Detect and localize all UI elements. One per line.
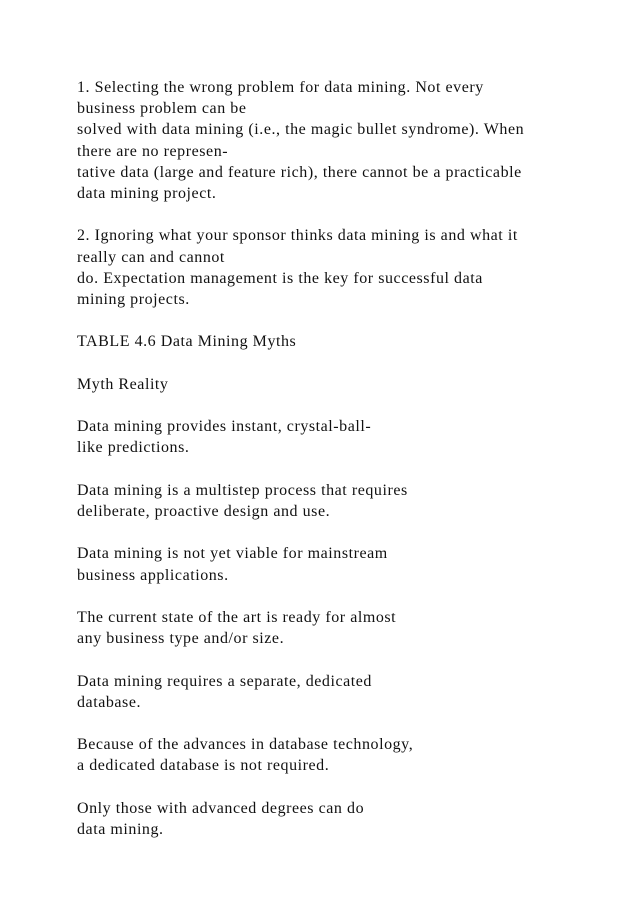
text-line: there are no represen- <box>77 142 229 160</box>
text-line: Only those with advanced degrees can do <box>77 799 365 817</box>
text-line: tative data (large and feature rich), there cannot be a practicable <box>77 163 522 181</box>
reality-item <box>77 480 577 522</box>
text-line: Because of the advances in database technology, <box>77 736 414 754</box>
text-line: data mining project. <box>77 185 217 203</box>
paragraph-problem-selection <box>77 77 577 204</box>
text-line: any business type and/or size. <box>77 630 285 648</box>
myth-item <box>77 798 577 840</box>
myth-item <box>77 416 577 458</box>
text-line: business problem can be <box>77 100 247 118</box>
text-line: database. <box>77 693 142 711</box>
text-line: business applications. <box>77 566 229 584</box>
text-line: The current state of the art is ready for almost <box>77 608 397 626</box>
text-line: mining projects. <box>77 291 190 309</box>
text-line: Data mining provides instant, crystal-ball- <box>77 418 372 436</box>
text-line: do. Expectation management is the key for successful data <box>77 269 483 287</box>
table-header <box>77 374 577 395</box>
myth-item <box>77 671 577 713</box>
text-line: Data mining is not yet viable for mainstream <box>77 545 388 563</box>
text-line: Myth Reality <box>77 375 169 393</box>
reality-item <box>77 734 577 776</box>
text-line: data mining. <box>77 820 164 838</box>
table-caption <box>77 331 577 352</box>
text-line: really can and cannot <box>77 248 225 266</box>
text-line: TABLE 4.6 Data Mining Myths <box>77 333 297 351</box>
text-line: solved with data mining (i.e., the magic bullet syndrome). When <box>77 121 525 139</box>
text-line: 1. Selecting the wrong problem for data mining. Not every <box>77 79 484 96</box>
document-body <box>77 77 577 861</box>
text-line: 2. Ignoring what your sponsor thinks data mining is and what it <box>77 227 518 245</box>
text-line: a dedicated database is not required. <box>77 757 330 775</box>
myth-item <box>77 543 577 585</box>
text-line: Data mining requires a separate, dedicated <box>77 672 372 690</box>
text-line: like predictions. <box>77 439 190 457</box>
reality-item <box>77 607 577 649</box>
text-line: deliberate, proactive design and use. <box>77 502 331 520</box>
text-line: Data mining is a multistep process that requires <box>77 481 408 499</box>
paragraph-sponsor-expectations <box>77 225 577 310</box>
